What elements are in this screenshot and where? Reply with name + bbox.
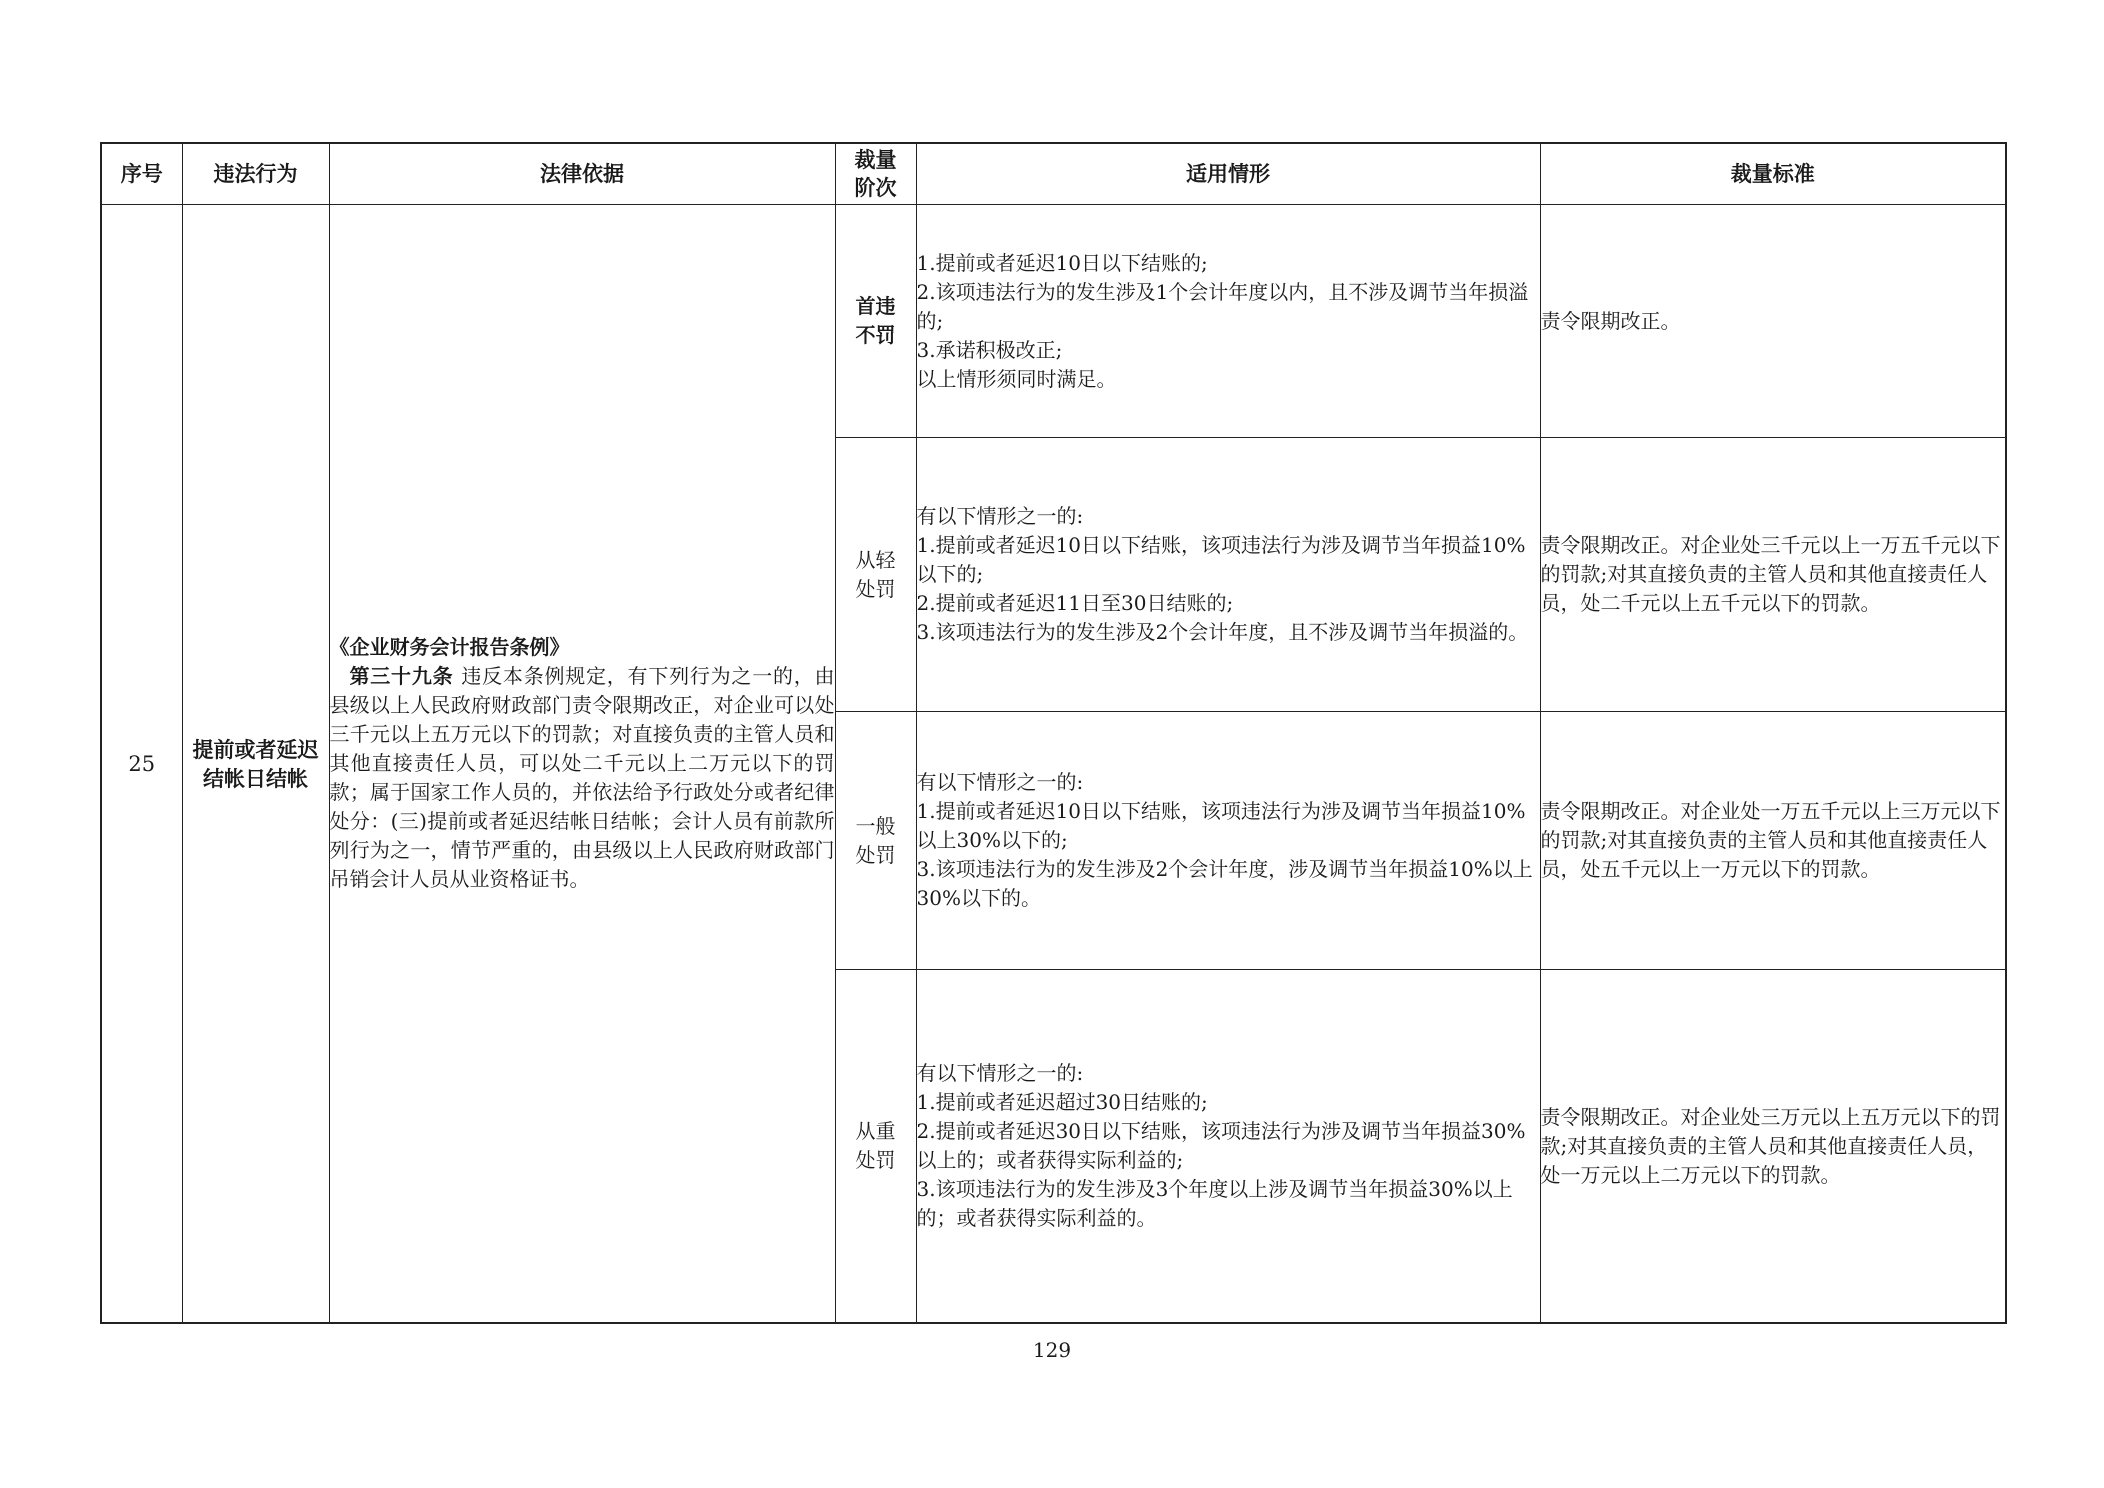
case-line: 3.该项违法行为的发生涉及2个会计年度，且不涉及调节当年损溢的。 — [916, 620, 1529, 644]
case-line: 有以下情形之一的: — [916, 770, 1084, 794]
level-label: 一般处罚 — [855, 813, 896, 867]
level-heavier — [835, 970, 916, 1324]
case-line: 3.承诺积极改正; — [916, 337, 1063, 362]
case-line: 有以下情形之一的: — [916, 504, 1084, 528]
case-line: 以上情形须同时满足。 — [916, 366, 1117, 391]
case-general — [916, 712, 1540, 970]
level-label: 首违不罚 — [855, 294, 896, 347]
case-line: 2.该项违法行为的发生涉及1个会计年度以内，且不涉及调节当年损溢的; — [916, 279, 1529, 333]
case-line: 3.该项违法行为的发生涉及3个年度以上涉及调节当年损益30%以上的；或者获得实际利益的。 — [916, 1177, 1513, 1230]
case-first-offense — [916, 205, 1540, 438]
case-line: 有以下情形之一的: — [916, 1061, 1084, 1085]
case-heavier — [916, 970, 1540, 1324]
header-level-text: 裁量阶次 — [854, 147, 897, 200]
header-case: 适用情形 — [916, 143, 1540, 205]
header-level — [835, 143, 916, 205]
case-line: 1.提前或者延迟超过30日结账的; — [916, 1090, 1208, 1114]
header-act: 违法行为 — [182, 143, 329, 205]
case-line: 1.提前或者延迟10日以下结账，该项违法行为涉及调节当年损益10%以下的; — [916, 533, 1526, 586]
page-number: 129 — [1032, 1338, 1072, 1362]
case-lighter — [916, 438, 1540, 712]
level-lighter — [835, 438, 916, 712]
header-law: 法律依据 — [329, 143, 835, 205]
case-line: 3.该项违法行为的发生涉及2个会计年度，涉及调节当年损益10%以上30%以下的。 — [916, 857, 1533, 910]
penalty-standard-table — [100, 142, 2007, 1324]
case-line: 1.提前或者延迟10日以下结账，该项违法行为涉及调节当年损益10%以上30%以下的; — [916, 799, 1526, 852]
level-label: 从重处罚 — [855, 1119, 896, 1172]
header-no: 序号 — [101, 143, 182, 205]
case-line: 2.提前或者延迟11日至30日结账的; — [916, 591, 1234, 615]
violation-act: 提前或者延迟结帐日结帐 — [182, 205, 329, 1324]
level-general — [835, 712, 916, 970]
table-row — [101, 205, 2006, 438]
standard-general: 责令限期改正。对企业处一万五千元以上三万元以下的罚款;对其直接负责的主管人员和其他直接责任人员，处五千元以上一万元以下的罚款。 — [1540, 712, 2006, 970]
case-line: 2.提前或者延迟30日以下结账，该项违法行为涉及调节当年损益30%以上的；或者获得实际利益的; — [916, 1119, 1526, 1172]
law-title: 《企业财务会计报告条例》 — [329, 635, 570, 659]
row-number: 25 — [101, 205, 182, 1324]
case-line: 1.提前或者延迟10日以下结账的; — [916, 250, 1208, 275]
standard-lighter: 责令限期改正。对企业处三千元以上一万五千元以下的罚款;对其直接负责的主管人员和其他直接责任人员，处二千元以上五千元以下的罚款。 — [1540, 438, 2006, 712]
law-article: 第三十九条 — [349, 664, 454, 688]
legal-basis — [329, 205, 835, 1324]
level-label: 从轻处罚 — [855, 547, 896, 601]
header-standard: 裁量标准 — [1540, 143, 2006, 205]
standard-heavier: 责令限期改正。对企业处三万元以上五万元以下的罚款;对其直接负责的主管人员和其他直接责任人员，处一万元以上二万元以下的罚款。 — [1540, 970, 2006, 1324]
law-text: 违反本条例规定，有下列行为之一的，由县级以上人民政府财政部门责令限期改正，对企业可以处三千元以上五万元以下的罚款；对直接负责的主管人员和其他直接责任人员，可以处二千元以上二万元以下的罚款；属于国家工作人员的，并依法给予行政处分或者纪律处分：(三)提前或者延迟结帐日结帐；会计人员有前款所列行为之一，情节严重的，由县级以上人民政府财政部门吊销会计人员从业资格证书。 — [329, 664, 835, 891]
standard-first-offense: 责令限期改正。 — [1540, 205, 2006, 438]
table-header-row — [101, 143, 2006, 205]
level-first-offense — [835, 205, 916, 438]
